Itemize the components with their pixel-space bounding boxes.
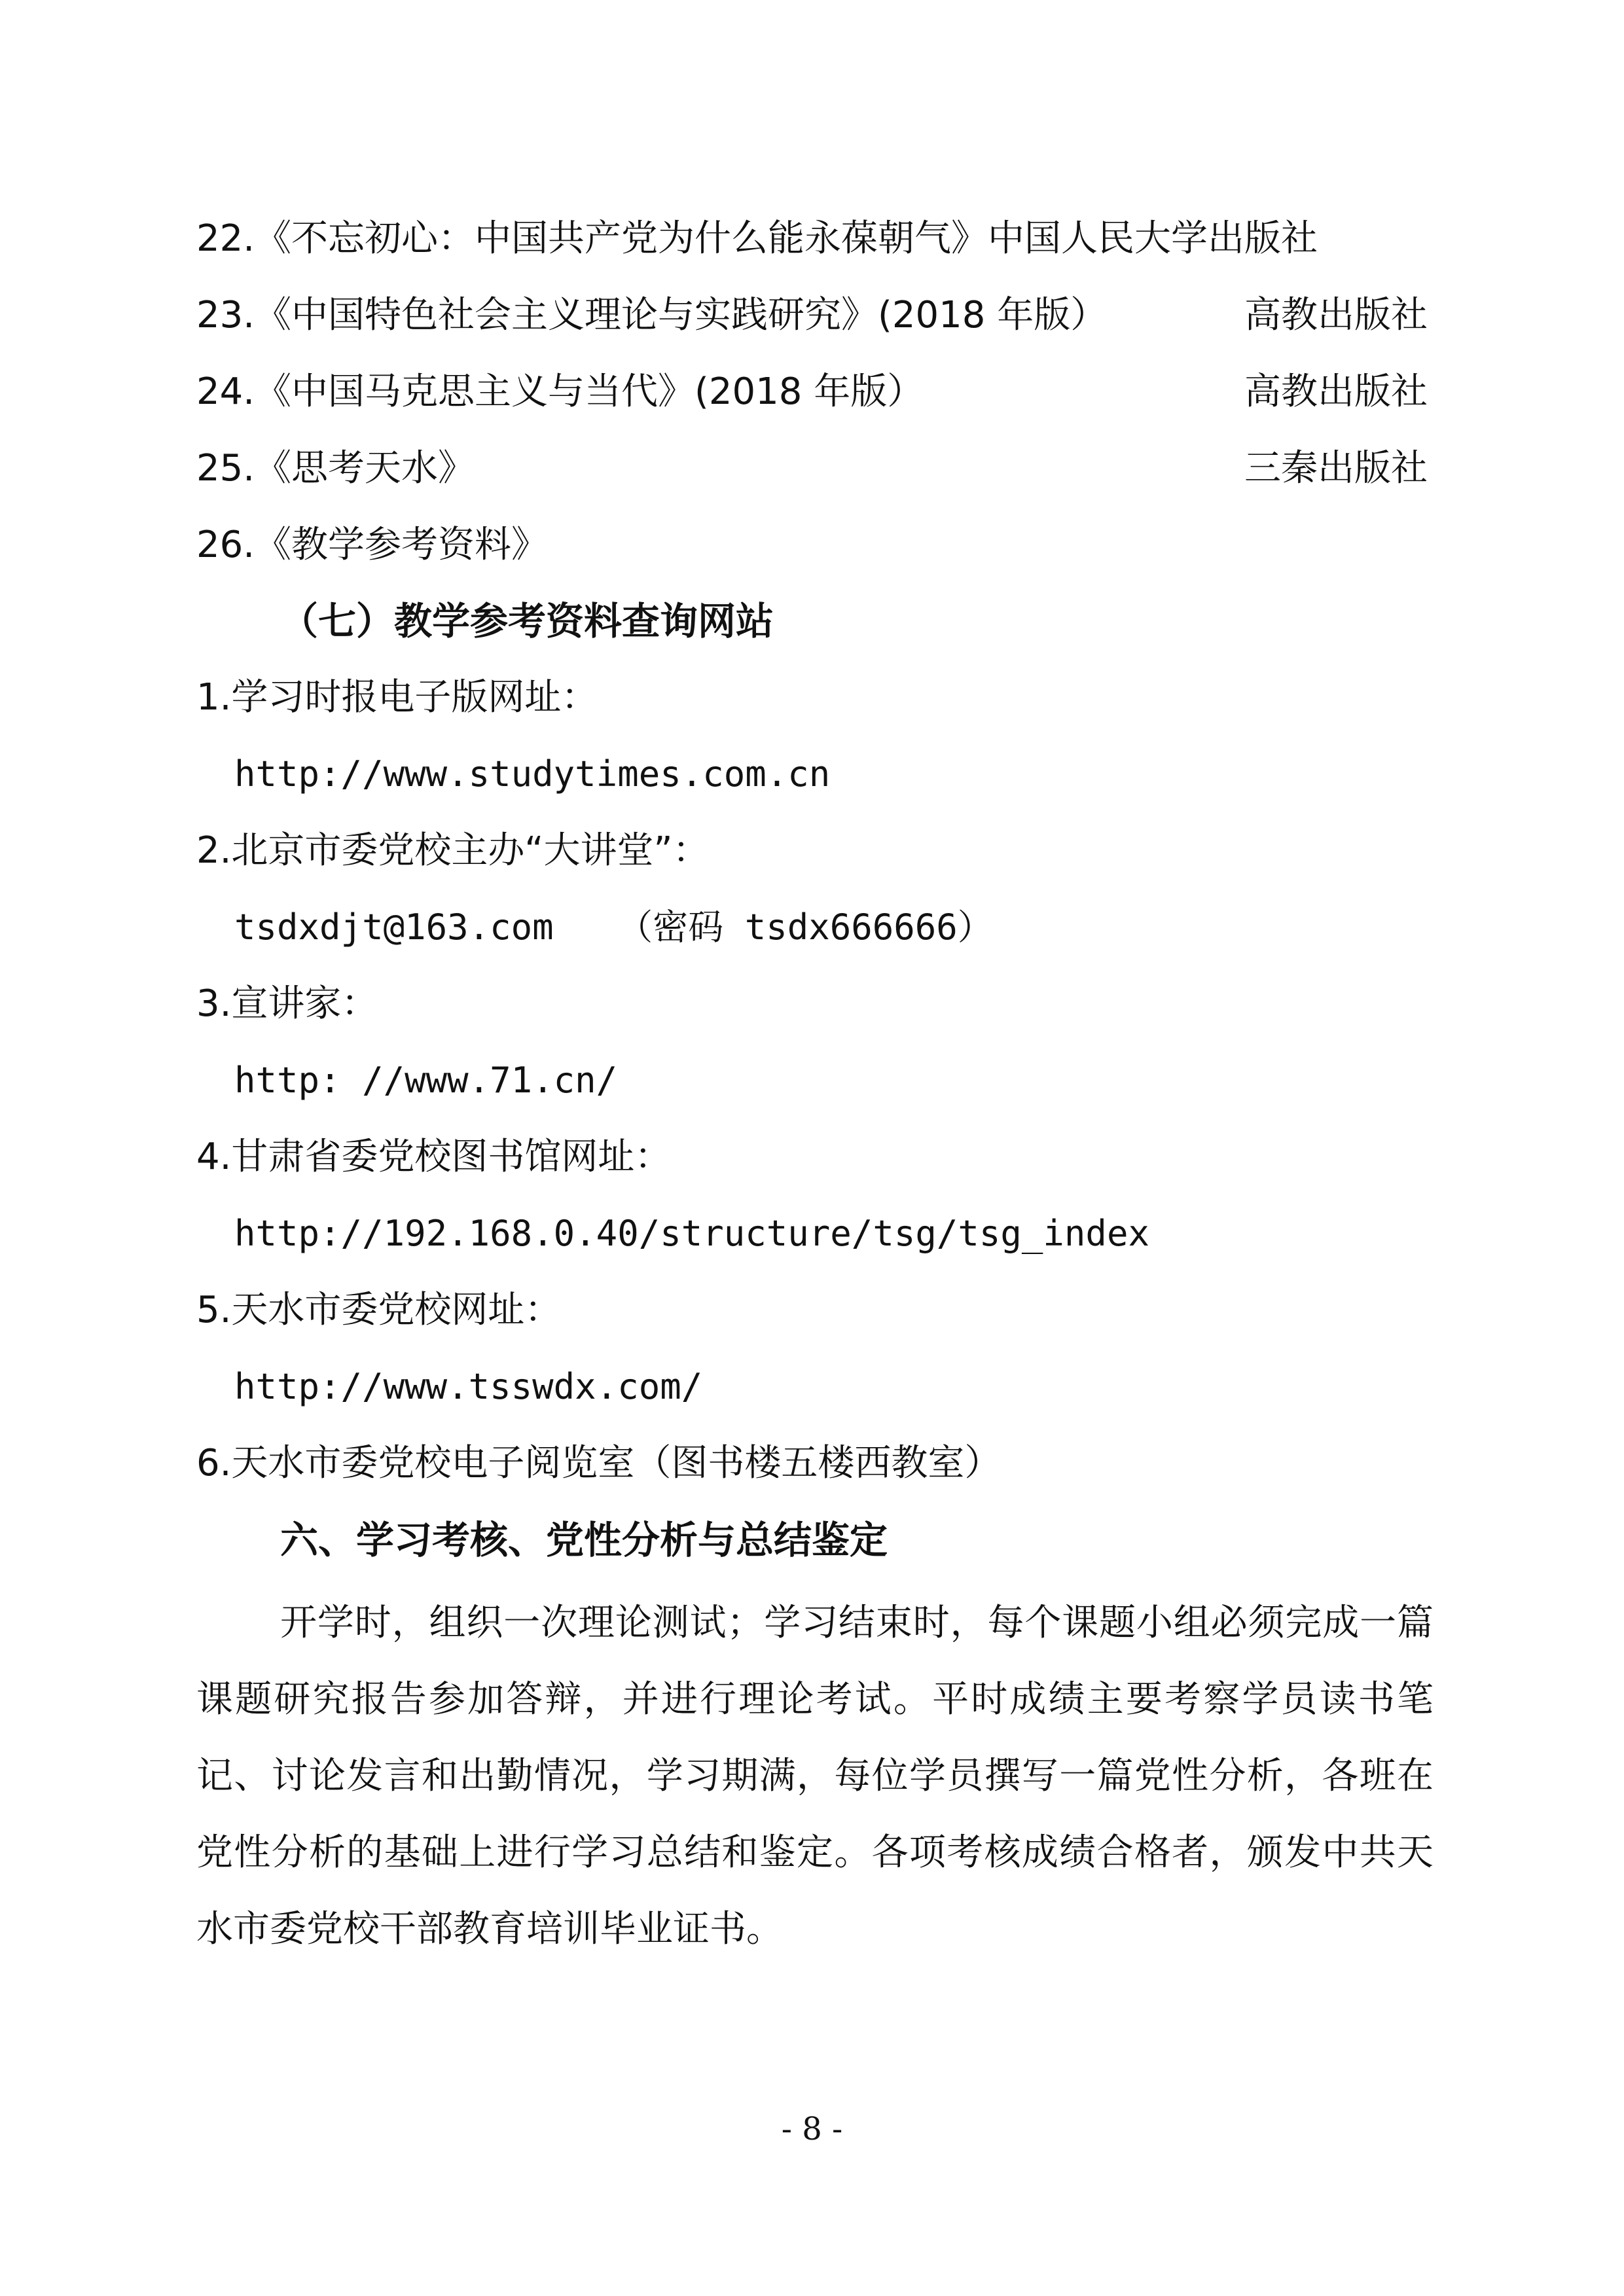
book-item: 25.《思考天水》 [196, 447, 475, 490]
site-label: 5.天水市委党校网址： [196, 1289, 562, 1331]
site-label: 2.北京市委党校主办“大讲堂”： [196, 829, 710, 872]
book-publisher: 三秦出版社 [1244, 447, 1428, 490]
site-label: 4.甘肃省委党校图书馆网址： [196, 1136, 672, 1178]
site-label: 1.学习时报电子版网址： [196, 676, 598, 719]
site-url-link[interactable]: http: //www.71.cn/ [234, 1060, 618, 1101]
site-label: 6.天水市委党校电子阅览室（图书楼五楼西教室） [196, 1442, 1001, 1484]
page-number: - 8 - [781, 2111, 843, 2147]
site-label: 3.宣讲家： [196, 982, 378, 1025]
book-item: 24.《中国马克思主义与当代》(2018 年版） [196, 370, 924, 413]
section-heading: （七）教学参考资料查询网站 [280, 599, 774, 643]
book-item: 26.《教学参考资料》 [196, 524, 549, 566]
site-url-link[interactable]: http://www.studytimes.com.cn [234, 753, 831, 795]
site-email-link[interactable]: tsdxdjt@163.com （密码 tsdx666666） [234, 906, 993, 948]
site-url-link[interactable]: http://192.168.0.40/structure/tsg/tsg_index [234, 1213, 1149, 1254]
book-item: 23.《中国特色社会主义理论与实践研究》(2018 年版） [196, 294, 1108, 336]
site-url-link[interactable]: http://www.tsswdx.com/ [234, 1366, 703, 1407]
body-paragraph: 开学时，组织一次理论测试；学习结束时，每个课题小组必须完成一篇课题研究报告参加答辩，并进行理论考试。平时成绩主要考察学员读书笔记、讨论发言和出勤情况，学习期满，每位学员撰写一篇党性分析，各班在党性分析的基础上进行学习总结和鉴定。各项考核成绩合格者，颁发中共天水市委党校干部教育培训毕业证书。 [196, 1602, 1434, 1950]
book-publisher: 高教出版社 [1244, 294, 1428, 336]
section-heading: 六、学习考核、党性分析与总结鉴定 [280, 1518, 888, 1562]
book-publisher: 高教出版社 [1244, 370, 1428, 413]
book-item: 22.《不忘初心：中国共产党为什么能永葆朝气》中国人民大学出版社 [196, 217, 1318, 260]
